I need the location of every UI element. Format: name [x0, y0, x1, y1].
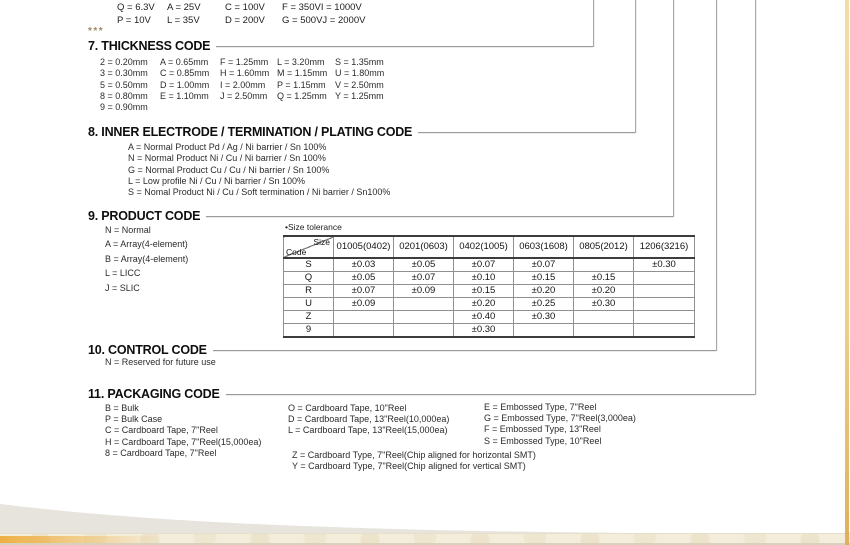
- tolerance-value-cell: ±0.07: [454, 258, 514, 272]
- tolerance-value-cell: ±0.03: [334, 258, 394, 272]
- tolerance-value-cell: [394, 298, 454, 311]
- tolerance-value-cell: ±0.20: [514, 285, 574, 298]
- page-right-gold-border: [845, 0, 849, 545]
- packaging-code-entry: F = Embossed Type, 13"Reel: [484, 424, 601, 435]
- packaging-code-entry: Y = Cardboard Type, 7"Reel(Chip aligned for vertical SMT): [292, 461, 526, 472]
- tolerance-value-cell: [574, 324, 634, 338]
- packaging-code-entry: L = Cardboard Tape, 13"Reel(15,000ea): [288, 425, 448, 436]
- plating-code-entry: L = Low profile Ni / Cu / Ni barrier / Sn 100%: [128, 175, 305, 186]
- bracket-line-plating: [635, 0, 636, 133]
- packaging-code-column-3: [484, 402, 636, 447]
- section-heading-thickness-code: [88, 38, 593, 54]
- heading-rule: [206, 216, 673, 217]
- section-title: 7. THICKNESS CODE: [88, 39, 211, 53]
- thickness-code-entry: Y = 1.25mm: [335, 90, 384, 101]
- packaging-code-entry: H = Cardboard Tape, 7"Reel(15,000ea): [105, 436, 262, 447]
- section-title: 8. INNER ELECTRODE / TERMINATION / PLATING CODE: [88, 125, 413, 139]
- tolerance-table-body: [284, 258, 695, 337]
- thickness-code-entry: Q = 1.25mm: [277, 90, 327, 101]
- section-heading-plating-code: [88, 124, 635, 140]
- voltage-code-entry: A = 25V: [167, 2, 201, 13]
- thickness-code-entry: V = 2.50mm: [335, 79, 384, 90]
- tolerance-code-cell: R: [284, 285, 334, 298]
- thickness-code-entry: P = 1.15mm: [277, 79, 326, 90]
- heading-rule: [213, 350, 716, 351]
- tolerance-value-cell: ±0.20: [454, 298, 514, 311]
- packaging-code-entry: E = Embossed Type, 7"Reel: [484, 402, 597, 412]
- thickness-code-entry: U = 1.80mm: [335, 68, 385, 79]
- voltage-code-entry: Q = 6.3V: [117, 2, 155, 13]
- size-tolerance-caption: •Size tolerance: [285, 222, 342, 232]
- tolerance-value-cell: ±0.30: [454, 324, 514, 338]
- section-heading-product-code: [88, 208, 673, 224]
- tolerance-value-cell: ±0.09: [394, 285, 454, 298]
- thickness-code-column: [100, 57, 148, 113]
- tolerance-value-cell: ±0.20: [574, 285, 634, 298]
- tolerance-value-cell: [634, 272, 695, 285]
- voltage-code-entry: G = 500V: [282, 15, 323, 26]
- product-code-entry: L = LICC: [105, 268, 141, 279]
- size-header-cell: 0201(0603): [394, 236, 454, 258]
- thickness-code-entry: 3 = 0.30mm: [100, 68, 148, 79]
- section-title: 9. PRODUCT CODE: [88, 209, 201, 223]
- tolerance-value-cell: [514, 324, 574, 338]
- tolerance-code-cell: Z: [284, 311, 334, 324]
- tolerance-row: [284, 311, 695, 324]
- footnote-stars-marker: ***: [88, 26, 105, 37]
- tolerance-value-cell: [634, 285, 695, 298]
- tolerance-value-cell: ±0.15: [454, 285, 514, 298]
- tolerance-value-cell: [394, 311, 454, 324]
- packaging-code-entry: D = Cardboard Tape, 13"Reel(10,000ea): [288, 414, 450, 425]
- heading-rule: [226, 394, 755, 395]
- thickness-code-entry: 8 = 0.80mm: [100, 90, 148, 101]
- packaging-code-entry: Z = Cardboard Type, 7"Reel(Chip aligned for horizontal SMT): [292, 450, 536, 460]
- plating-code-entry: A = Normal Product Pd / Ag / Ni barrier / Sn 100%: [128, 142, 327, 152]
- tolerance-value-cell: [634, 298, 695, 311]
- control-code-entry: N = Reserved for future use: [105, 357, 216, 367]
- plating-code-entry: G = Normal Product Cu / Cu / Ni barrier / Sn 100%: [128, 164, 330, 175]
- thickness-code-entry: M = 1.15mm: [277, 68, 328, 79]
- thickness-code-column: [160, 57, 209, 102]
- packaging-code-entry: P = Bulk Case: [105, 414, 163, 425]
- section-title: 11. PACKAGING CODE: [88, 387, 220, 401]
- voltage-code-entry: P = 10V: [117, 15, 151, 26]
- tolerance-value-cell: ±0.07: [394, 272, 454, 285]
- tolerance-value-cell: [634, 324, 695, 338]
- size-header-cell: 1206(3216): [634, 236, 695, 258]
- tolerance-value-cell: ±0.05: [334, 272, 394, 285]
- product-code-list: [105, 223, 188, 295]
- tolerance-value-cell: [634, 311, 695, 324]
- tolerance-value-cell: ±0.30: [514, 311, 574, 324]
- packaging-code-column-2b: [292, 450, 536, 472]
- bracket-line-packaging: [755, 0, 756, 395]
- thickness-code-entry: 2 = 0.20mm: [100, 57, 148, 67]
- packaging-code-entry: B = Bulk: [105, 403, 139, 413]
- thickness-code-entry: H = 1.60mm: [220, 68, 270, 79]
- size-header-cell: 01005(0402): [334, 236, 394, 258]
- voltage-code-entry: F = 350V: [282, 2, 321, 13]
- thickness-code-column: [220, 57, 269, 102]
- tolerance-value-cell: ±0.09: [334, 298, 394, 311]
- product-code-entry: N = Normal: [105, 225, 151, 235]
- tolerance-row: [284, 285, 695, 298]
- voltage-code-row: [117, 2, 362, 13]
- tolerance-row: [284, 258, 695, 272]
- packaging-code-column-1: [105, 403, 261, 459]
- thickness-code-entry: L = 3.20mm: [277, 57, 325, 67]
- product-code-entry: A = Array(4-element): [105, 239, 188, 250]
- tolerance-row: [284, 324, 695, 338]
- tolerance-value-cell: [394, 324, 454, 338]
- thickness-code-entry: E = 1.10mm: [160, 90, 209, 101]
- packaging-code-column-2: [288, 403, 449, 437]
- tolerance-value-cell: [574, 311, 634, 324]
- product-code-entry: B = Array(4-element): [105, 253, 189, 264]
- tolerance-code-cell: 9: [284, 324, 334, 338]
- tolerance-value-cell: [334, 324, 394, 338]
- thickness-code-entry: I = 2.00mm: [220, 79, 266, 90]
- thickness-code-entry: 9 = 0.90mm: [100, 102, 148, 113]
- heading-rule: [216, 46, 593, 47]
- tolerance-row: [284, 272, 695, 285]
- tolerance-value-cell: ±0.07: [334, 285, 394, 298]
- thickness-code-column: [277, 57, 327, 102]
- packaging-code-entry: S = Embossed Type, 10"Reel: [484, 435, 602, 446]
- tolerance-value-cell: [574, 258, 634, 272]
- bracket-line-control: [716, 0, 717, 351]
- tolerance-value-cell: [334, 311, 394, 324]
- packaging-code-entry: G = Embossed Type, 7"Reel(3,000ea): [484, 413, 636, 424]
- voltage-code-entry: I = 1000V: [320, 2, 362, 13]
- tolerance-header-row: [284, 236, 695, 258]
- size-header-cell: 0402(1005): [454, 236, 514, 258]
- packaging-code-entry: C = Cardboard Tape, 7"Reel: [105, 425, 218, 436]
- tolerance-value-cell: ±0.15: [514, 272, 574, 285]
- thickness-code-entry: S = 1.35mm: [335, 57, 384, 67]
- tolerance-code-cell: U: [284, 298, 334, 311]
- thickness-code-entry: F = 1.25mm: [220, 57, 269, 67]
- bracket-line-thickness: [593, 0, 594, 47]
- packaging-code-entry: 8 = Cardboard Tape, 7"Reel: [105, 447, 217, 458]
- plating-code-entry: S = Nomal Product Ni / Cu / Soft termination / Ni barrier / Sn100%: [128, 187, 391, 198]
- section-heading-packaging-code: [88, 386, 755, 402]
- tolerance-code-cell: S: [284, 258, 334, 272]
- tolerance-value-cell: ±0.25: [514, 298, 574, 311]
- tolerance-value-cell: ±0.10: [454, 272, 514, 285]
- size-header-cell: 0603(1608): [514, 236, 574, 258]
- control-code-list: [105, 357, 216, 368]
- tolerance-value-cell: ±0.05: [394, 258, 454, 272]
- thickness-code-entry: J = 2.50mm: [220, 90, 268, 101]
- size-tolerance-table: [283, 235, 695, 338]
- voltage-code-entry: J = 2000V: [322, 15, 366, 26]
- bracket-line-product: [673, 0, 674, 217]
- tolerance-value-cell: ±0.15: [574, 272, 634, 285]
- corner-size-label: Size: [313, 237, 330, 247]
- tolerance-value-cell: ±0.30: [634, 258, 695, 272]
- tolerance-code-cell: Q: [284, 272, 334, 285]
- voltage-code-entry: C = 100V: [225, 2, 265, 13]
- voltage-code-row: [117, 15, 365, 26]
- tolerance-value-cell: ±0.07: [514, 258, 574, 272]
- section-title: 10. CONTROL CODE: [88, 343, 207, 357]
- thickness-code-entry: C = 0.85mm: [160, 68, 210, 79]
- packaging-code-entry: O = Cardboard Tape, 10"Reel: [288, 403, 407, 413]
- size-header-cell: 0805(2012): [574, 236, 634, 258]
- plating-code-list: [128, 142, 390, 198]
- tolerance-row: [284, 298, 695, 311]
- heading-rule: [418, 132, 635, 133]
- tolerance-value-cell: ±0.40: [454, 311, 514, 324]
- corner-code-label: Code: [286, 247, 307, 257]
- thickness-code-column: [335, 57, 384, 102]
- product-code-entry: J = SLIC: [105, 282, 140, 293]
- voltage-code-entry: L = 35V: [167, 15, 200, 26]
- plating-code-entry: N = Normal Product Ni / Cu / Ni barrier / Sn 100%: [128, 153, 326, 164]
- section-heading-control-code: [88, 342, 716, 358]
- thickness-code-entry: D = 1.00mm: [160, 79, 210, 90]
- voltage-code-entry: D = 200V: [225, 15, 265, 26]
- tolerance-value-cell: ±0.30: [574, 298, 634, 311]
- thickness-code-entry: A = 0.65mm: [160, 57, 209, 67]
- thickness-code-entry: 5 = 0.50mm: [100, 79, 148, 90]
- size-code-corner-cell: [284, 236, 334, 258]
